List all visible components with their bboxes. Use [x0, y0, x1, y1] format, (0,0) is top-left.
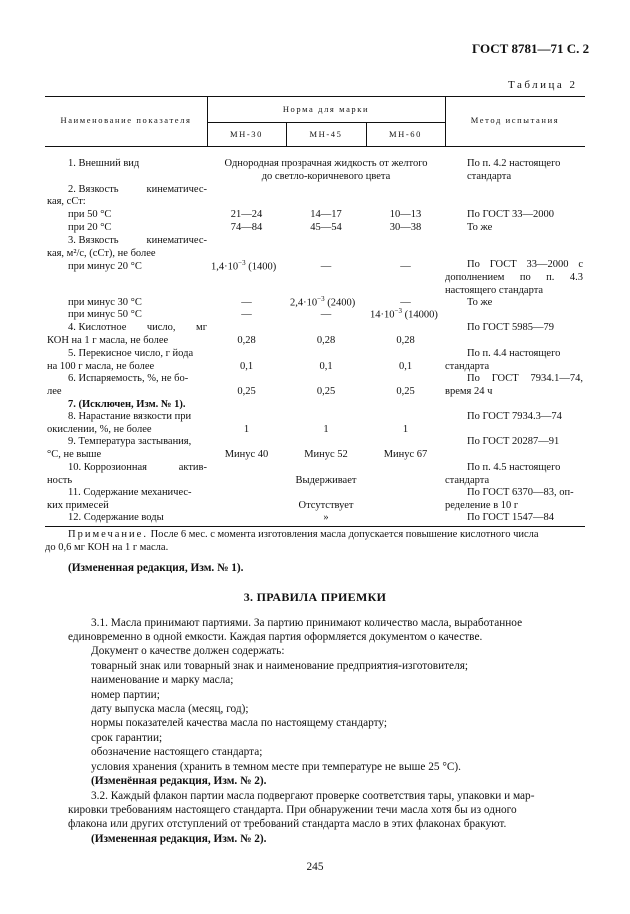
grade-mn45: МН-45: [309, 129, 343, 139]
row-label: 10. Коррозионная актив-: [68, 462, 207, 473]
paragraph: 3.2. Каждый флакон партии масла подвергают проверке соответствия тары, упаковки и мар-: [91, 790, 535, 802]
value-mn60: 0,28: [396, 335, 415, 346]
value-mn30: 74—84: [230, 222, 263, 233]
value-mn30: $1,4\cdot 10^{-3}$ (1400): [211, 259, 277, 273]
list-item: срок гарантии;: [91, 732, 163, 744]
list-item: условия хранения (хранить в темном месте при температуре не выше 25 °С).: [91, 761, 461, 773]
table-label: Таблица 2: [508, 79, 578, 91]
paragraph: единовременно в одной емкости. Каждая партия оформляется документом о качестве.: [68, 631, 483, 643]
row-label: на 100 г масла, не более: [47, 361, 155, 372]
row-method: По ГОСТ 1547—84: [467, 512, 555, 523]
row-method: стандарта: [445, 475, 490, 486]
value-mn45: 45—54: [310, 222, 342, 233]
value-mn60: 10—13: [389, 209, 422, 220]
list-item: наименование и марку масла;: [91, 674, 234, 686]
row-label: ность: [47, 475, 73, 486]
value-mn45: 1: [323, 424, 329, 435]
page-number: 245: [306, 861, 324, 873]
paragraph: кировки требованиям настоящего стандарта. При обнаружении течи масла хотя бы из одного: [68, 804, 517, 816]
row-label: кая, сСт:: [47, 196, 86, 207]
row-label: 1. Внешний вид: [68, 158, 140, 169]
row-method: дополнением по п. 4.3: [445, 272, 583, 283]
table-note: Примечание. После 6 мес. с момента изготовления масла допускается повышение кислотного числа: [68, 529, 539, 540]
table-bottom-rule: [45, 526, 585, 527]
value-mn30: 0,25: [237, 386, 256, 397]
col-header-method: Метод испытания: [470, 115, 560, 125]
row-method: По п. 4.4 настоящего: [467, 348, 561, 359]
section-title: 3. ПРАВИЛА ПРИЕМКИ: [243, 590, 387, 604]
row-label: при 20 °С: [68, 222, 112, 233]
paragraph: 3.1. Масла принимают партиями. За партию принимают количество масла, выработанное: [91, 617, 523, 629]
value-mn45: 0,28: [316, 335, 336, 346]
row-method: По ГОСТ 33—2000 с: [467, 259, 583, 270]
row-value: Выдерживает: [295, 475, 357, 486]
value-mn45: 0,25: [316, 386, 336, 397]
row-method: время 24 ч: [445, 386, 493, 397]
value-mn30: —: [241, 297, 252, 308]
row-method: По ГОСТ 6370—83, оп-: [467, 487, 574, 498]
row-label: 4. Кислотное число, мг: [68, 322, 207, 333]
value-mn60: 0,25: [396, 386, 415, 397]
value-mn60: 30—38: [389, 222, 422, 233]
value-mn45: 0,1: [319, 361, 333, 372]
row-method: По п. 4.2 настоящего: [467, 158, 561, 169]
row-method: настоящего стандарта: [445, 285, 544, 296]
row-label: °С, не выше: [47, 449, 102, 460]
value-mn30: 0,1: [239, 361, 254, 372]
row-label: 8. Нарастание вязкости при: [68, 411, 192, 422]
list-item: дату выпуска масла (месяц, год);: [91, 703, 249, 715]
row-label: 9. Температура застывания,: [68, 436, 192, 447]
row-method: По п. 4.5 настоящего: [467, 462, 561, 473]
row-method: По ГОСТ 7934.3—74: [467, 411, 562, 422]
row-value: до светло-коричневого цвета: [261, 171, 391, 182]
value-mn60: $14\cdot 10^{-3}$ (14000): [370, 307, 438, 321]
value-mn45: $2,4\cdot 10^{-3}$ (2400): [290, 295, 356, 309]
paragraph: Документ о качестве должен содержать:: [91, 645, 285, 657]
col-header-norm: Норма для марки: [282, 104, 370, 114]
value-mn30: 1: [243, 424, 250, 435]
grade-mn30: МН-30: [229, 129, 264, 139]
row-label: 11. Содержание механичес-: [68, 487, 192, 498]
grade-mn60: МН-60: [388, 129, 423, 139]
value-mn30: Минус 40: [224, 449, 269, 460]
value-mn60: 1: [402, 424, 409, 435]
list-item: нормы показателей качества масла по настоящему стандарту;: [91, 717, 388, 729]
row-value: »: [323, 512, 329, 523]
document-header: ГОСТ 8781—71 С. 2: [472, 41, 590, 56]
value-mn60: —: [400, 261, 411, 272]
list-item: товарный знак или товарный знак и наименование предприятия-изготовителя;: [91, 660, 469, 672]
amendment-note: (Измененная редакция, Изм. № 1).: [68, 562, 244, 574]
row-label: ких примесей: [47, 500, 109, 511]
row-label: 12. Содержание воды: [68, 512, 164, 523]
row-value: Однородная прозрачная жидкость от желтого: [224, 158, 428, 169]
value-mn60: 0,1: [398, 361, 413, 372]
row-label: 6. Испаряемость, %, не бо-: [68, 373, 189, 384]
value-mn45: —: [320, 309, 332, 320]
row-method: стандарта: [467, 171, 512, 182]
row-method: То же: [467, 297, 493, 308]
row-method: ределение в 10 г: [445, 500, 519, 511]
value-mn45: —: [320, 261, 332, 272]
paragraph: флакона или других отступлений от требований стандарта масло в этих флаконах бракуют.: [68, 818, 507, 830]
row-label: КОН на 1 г масла, не более: [47, 335, 169, 346]
list-item: номер партии;: [91, 689, 160, 701]
row-value: Отсутствует: [298, 500, 354, 511]
value-mn30: 0,28: [237, 335, 256, 346]
col-header-indicator: Наименование показателя: [60, 115, 192, 125]
value-mn45: 14—17: [310, 209, 342, 220]
row-label: 5. Перекисное число, г йода: [68, 348, 194, 359]
row-label: 3. Вязкость кинематичес-: [68, 235, 207, 246]
row-method: По ГОСТ 7934.1—74,: [467, 373, 583, 384]
row-label: 2. Вязкость кинематичес-: [68, 184, 207, 195]
amendment-note: (Измененная редакция, Изм. № 2).: [91, 833, 267, 845]
value-mn30: 21—24: [230, 209, 263, 220]
row-label: 7. (Исключен, Изм. № 1).: [68, 399, 186, 410]
row-label: при минус 20 °С: [68, 261, 142, 272]
value-mn60: —: [400, 297, 411, 308]
value-mn45: Минус 52: [304, 449, 348, 460]
row-label: кая, м²/с, (сСт), не более: [47, 248, 156, 259]
row-method: стандарта: [445, 361, 490, 372]
row-method: По ГОСТ 5985—79: [467, 322, 555, 333]
list-item: обозначение настоящего стандарта;: [91, 746, 263, 758]
value-mn30: —: [241, 309, 252, 320]
row-method: То же: [467, 222, 493, 233]
table-note-cont: до 0,6 мг КОН на 1 г масла.: [45, 542, 169, 553]
row-label: при 50 °С: [68, 209, 112, 220]
value-mn60: Минус 67: [383, 449, 428, 460]
row-method: По ГОСТ 33—2000: [467, 209, 555, 220]
row-label: при минус 50 °С: [68, 309, 142, 320]
row-label: лее: [47, 386, 62, 397]
row-label: при минус 30 °С: [68, 297, 142, 308]
row-method: По ГОСТ 20287—91: [467, 436, 560, 447]
row-label: окислении, %, не более: [47, 424, 152, 435]
amendment-note: (Изменённая редакция, Изм. № 2).: [91, 775, 267, 787]
